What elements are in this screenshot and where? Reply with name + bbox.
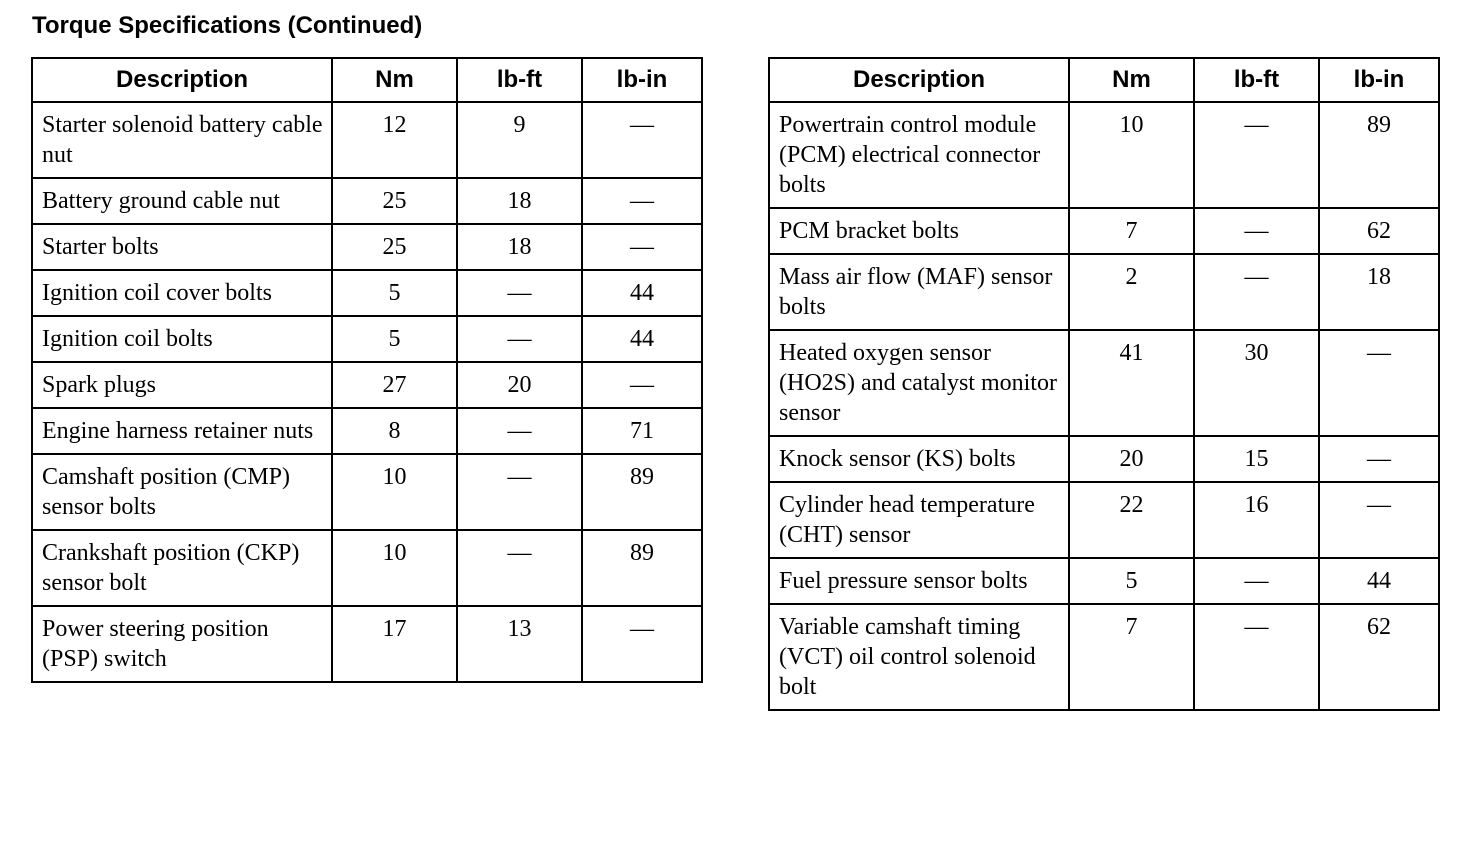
cell-lb-ft: — xyxy=(1194,208,1319,254)
cell-description: Ignition coil cover bolts xyxy=(32,270,332,316)
cell-description: Spark plugs xyxy=(32,362,332,408)
cell-lb-ft: 20 xyxy=(457,362,582,408)
header-description: Description xyxy=(769,58,1069,102)
cell-lb-in: — xyxy=(582,224,702,270)
cell-lb-in: — xyxy=(582,362,702,408)
cell-description: Power steering position (PSP) switch xyxy=(32,606,332,682)
cell-lb-in: 18 xyxy=(1319,254,1439,330)
cell-description: Cylinder head temperature (CHT) sensor xyxy=(769,482,1069,558)
cell-description: PCM bracket bolts xyxy=(769,208,1069,254)
table-row xyxy=(769,330,1439,436)
table-row xyxy=(32,606,702,682)
cell-description: Powertrain control module (PCM) electrical connector bolts xyxy=(769,102,1069,208)
header-lb-in: lb-in xyxy=(1319,58,1439,102)
cell-lb-in: — xyxy=(582,102,702,178)
cell-lb-ft: — xyxy=(457,530,582,606)
cell-nm: 5 xyxy=(332,270,457,316)
torque-table-right xyxy=(768,57,1440,711)
cell-lb-ft: 13 xyxy=(457,606,582,682)
header-lb-ft: lb-ft xyxy=(457,58,582,102)
cell-nm: 8 xyxy=(332,408,457,454)
table-row xyxy=(32,102,702,178)
table-row xyxy=(769,558,1439,604)
page-title: Torque Specifications (Continued) xyxy=(32,12,423,39)
cell-lb-in: — xyxy=(582,178,702,224)
cell-lb-in: 89 xyxy=(582,454,702,530)
cell-nm: 5 xyxy=(1069,558,1194,604)
cell-lb-ft: — xyxy=(1194,604,1319,710)
cell-nm: 10 xyxy=(332,454,457,530)
cell-nm: 22 xyxy=(1069,482,1194,558)
header-nm: Nm xyxy=(332,58,457,102)
torque-table-left xyxy=(31,57,703,683)
cell-lb-ft: 18 xyxy=(457,178,582,224)
cell-lb-ft: 30 xyxy=(1194,330,1319,436)
header-nm: Nm xyxy=(1069,58,1194,102)
cell-lb-ft: 16 xyxy=(1194,482,1319,558)
table-row xyxy=(769,254,1439,330)
cell-description: Knock sensor (KS) bolts xyxy=(769,436,1069,482)
cell-description: Starter bolts xyxy=(32,224,332,270)
cell-lb-ft: — xyxy=(1194,102,1319,208)
cell-nm: 25 xyxy=(332,178,457,224)
cell-description: Mass air flow (MAF) sensor bolts xyxy=(769,254,1069,330)
header-lb-in: lb-in xyxy=(582,58,702,102)
cell-description: Engine harness retainer nuts xyxy=(32,408,332,454)
header-lb-ft: lb-ft xyxy=(1194,58,1319,102)
table-row xyxy=(32,362,702,408)
cell-description: Starter solenoid battery cable nut xyxy=(32,102,332,178)
table-row xyxy=(769,102,1439,208)
cell-description: Battery ground cable nut xyxy=(32,178,332,224)
cell-lb-in: 71 xyxy=(582,408,702,454)
cell-description: Variable camshaft timing (VCT) oil control solenoid bolt xyxy=(769,604,1069,710)
cell-lb-ft: 9 xyxy=(457,102,582,178)
cell-nm: 41 xyxy=(1069,330,1194,436)
table-row xyxy=(32,408,702,454)
table-body xyxy=(769,102,1439,710)
cell-lb-ft: 18 xyxy=(457,224,582,270)
cell-description: Camshaft position (CMP) sensor bolts xyxy=(32,454,332,530)
cell-lb-in: 89 xyxy=(1319,102,1439,208)
cell-lb-in: 44 xyxy=(1319,558,1439,604)
table-row xyxy=(769,436,1439,482)
cell-nm: 12 xyxy=(332,102,457,178)
cell-nm: 10 xyxy=(332,530,457,606)
cell-nm: 10 xyxy=(1069,102,1194,208)
table-row xyxy=(32,316,702,362)
table-row xyxy=(769,208,1439,254)
cell-lb-ft: — xyxy=(1194,254,1319,330)
header-description: Description xyxy=(32,58,332,102)
cell-nm: 25 xyxy=(332,224,457,270)
cell-lb-in: 44 xyxy=(582,316,702,362)
cell-description: Crankshaft position (CKP) sensor bolt xyxy=(32,530,332,606)
cell-lb-ft: — xyxy=(457,270,582,316)
table-row xyxy=(769,482,1439,558)
cell-lb-ft: — xyxy=(457,454,582,530)
cell-description: Heated oxygen sensor (HO2S) and catalyst monitor sensor xyxy=(769,330,1069,436)
cell-lb-in: — xyxy=(1319,436,1439,482)
cell-lb-ft: 15 xyxy=(1194,436,1319,482)
cell-description: Ignition coil bolts xyxy=(32,316,332,362)
cell-nm: 2 xyxy=(1069,254,1194,330)
cell-lb-in: — xyxy=(1319,482,1439,558)
table-row xyxy=(32,454,702,530)
cell-lb-in: 62 xyxy=(1319,208,1439,254)
cell-lb-ft: — xyxy=(1194,558,1319,604)
table-header-row xyxy=(32,58,702,102)
table-body xyxy=(32,102,702,682)
table-row xyxy=(32,530,702,606)
cell-description: Fuel pressure sensor bolts xyxy=(769,558,1069,604)
cell-lb-in: — xyxy=(582,606,702,682)
cell-nm: 17 xyxy=(332,606,457,682)
cell-nm: 7 xyxy=(1069,208,1194,254)
cell-lb-in: — xyxy=(1319,330,1439,436)
table-row xyxy=(769,604,1439,710)
table-row xyxy=(32,178,702,224)
cell-lb-in: 89 xyxy=(582,530,702,606)
cell-nm: 27 xyxy=(332,362,457,408)
cell-nm: 20 xyxy=(1069,436,1194,482)
table-row xyxy=(32,224,702,270)
cell-lb-ft: — xyxy=(457,408,582,454)
cell-nm: 7 xyxy=(1069,604,1194,710)
table-row xyxy=(32,270,702,316)
cell-lb-ft: — xyxy=(457,316,582,362)
table-header-row xyxy=(769,58,1439,102)
cell-lb-in: 62 xyxy=(1319,604,1439,710)
cell-lb-in: 44 xyxy=(582,270,702,316)
cell-nm: 5 xyxy=(332,316,457,362)
